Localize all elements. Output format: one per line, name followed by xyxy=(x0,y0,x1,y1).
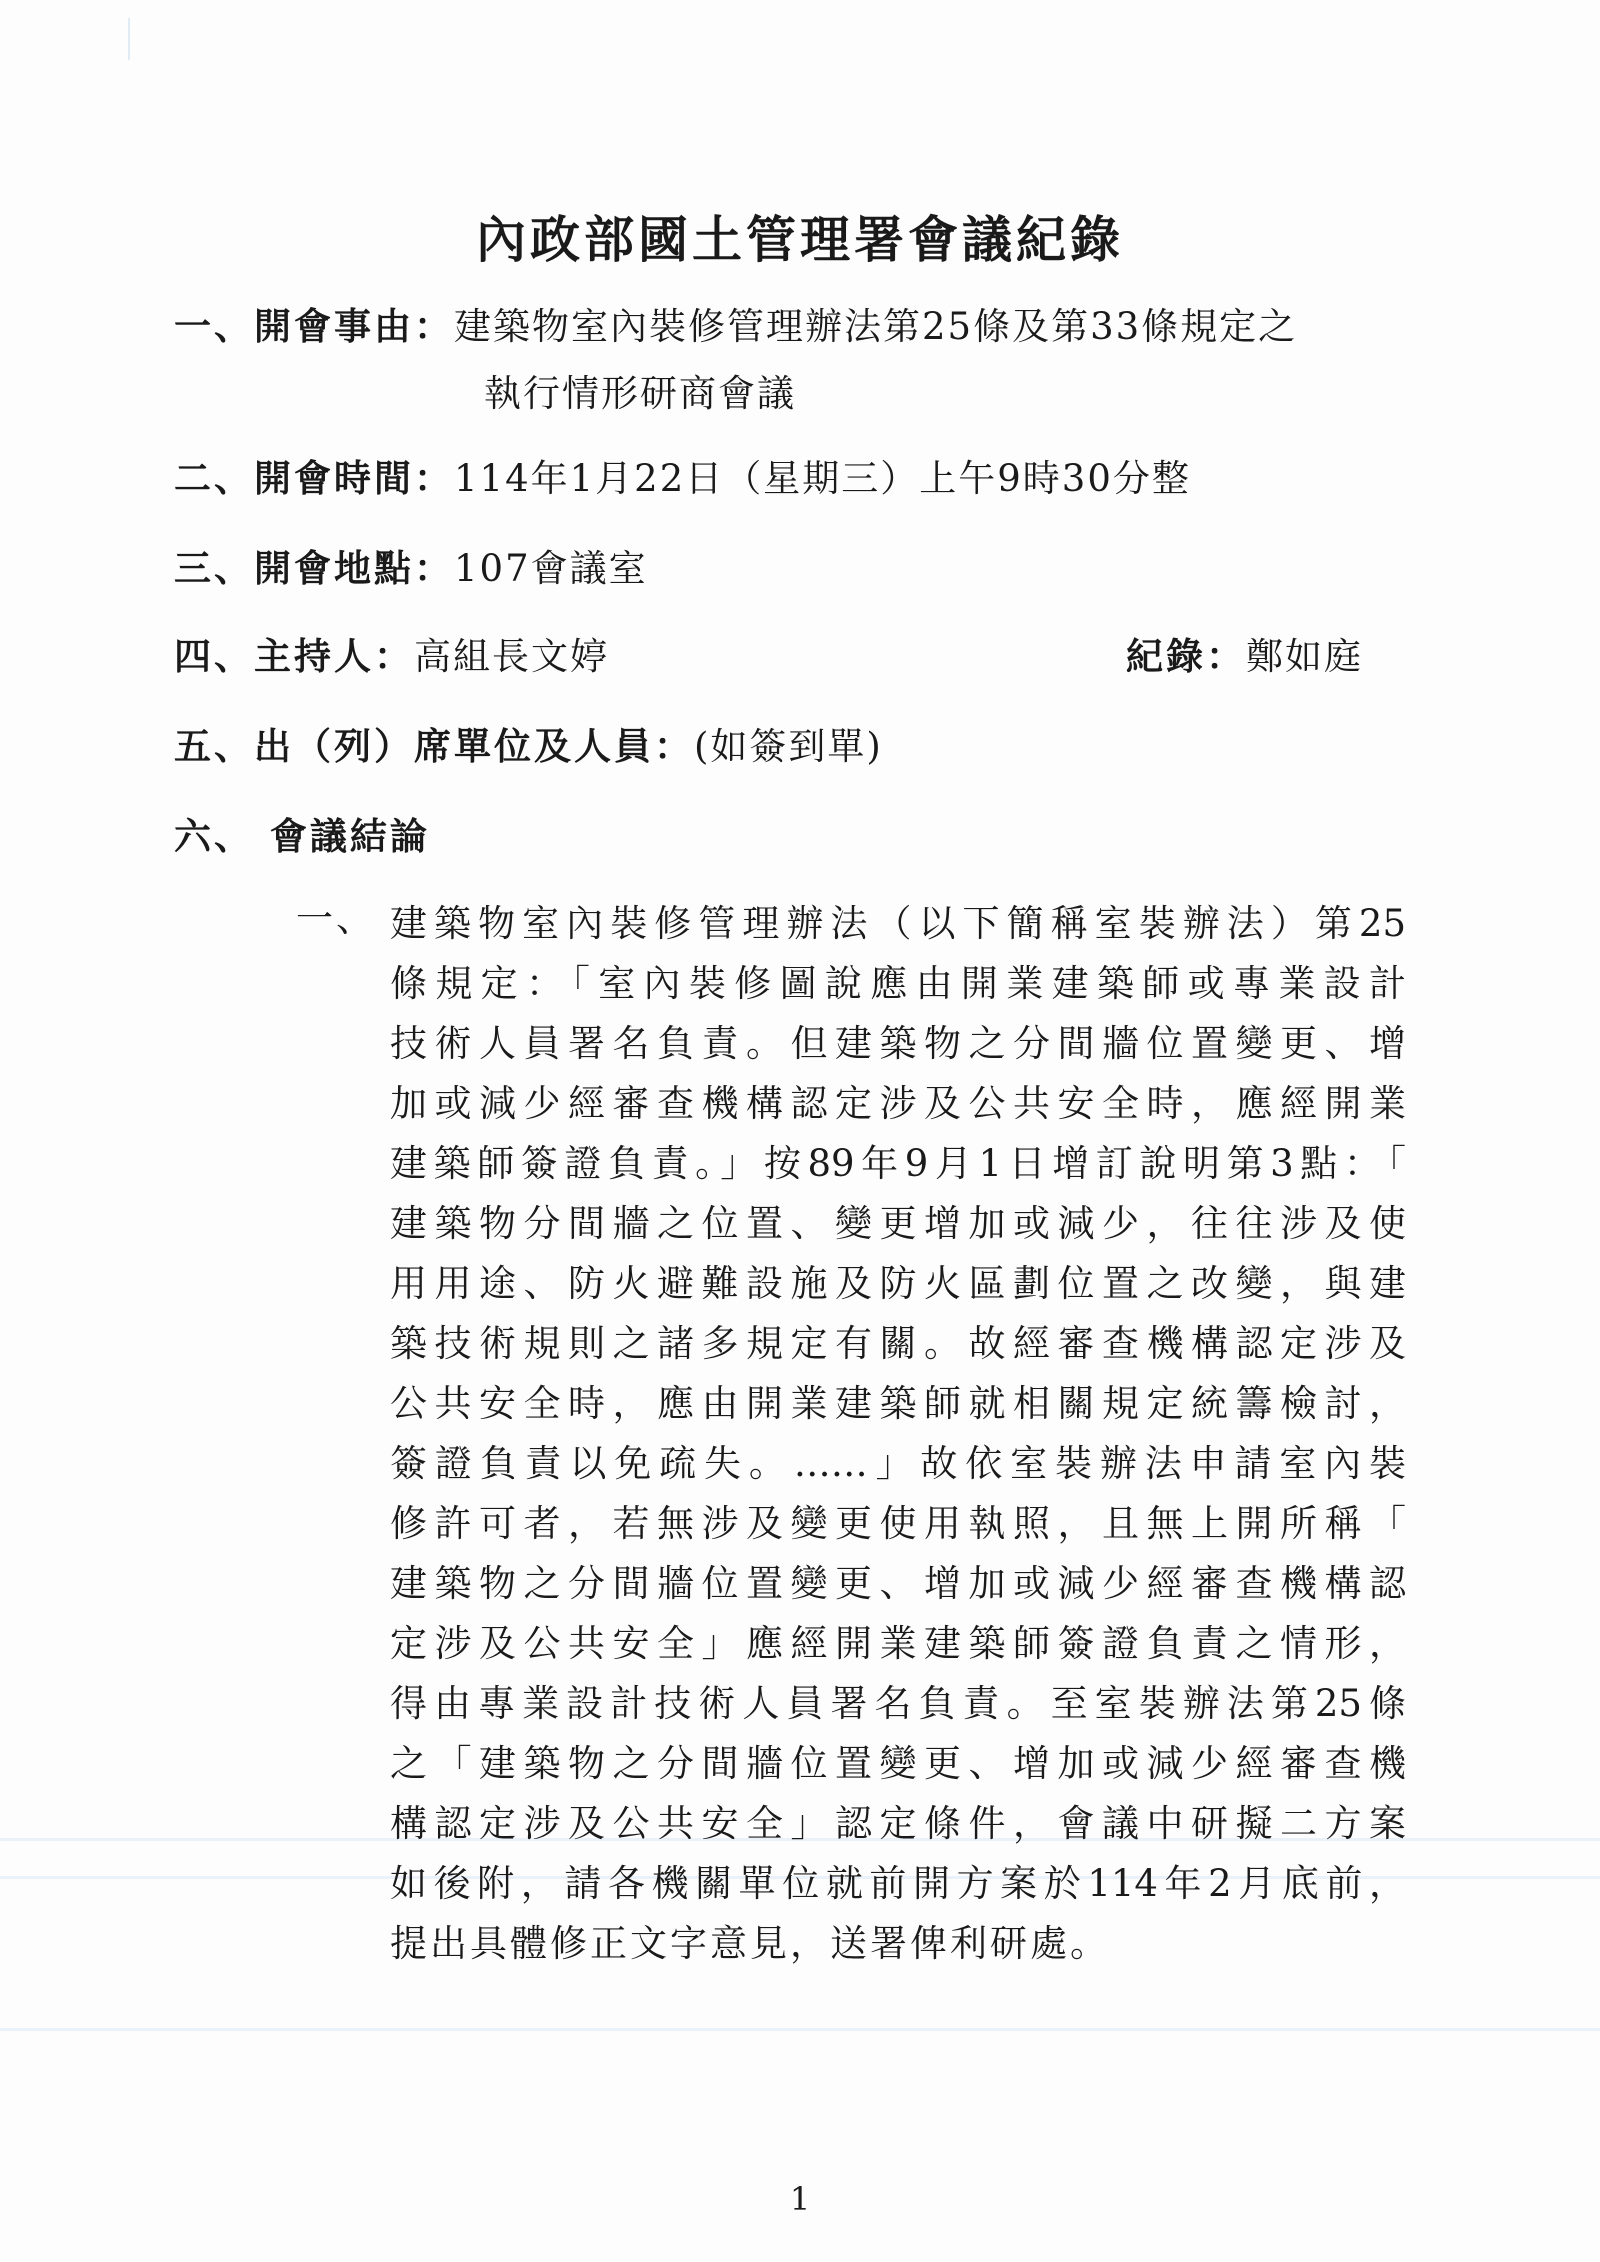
conclusion-line: 得由專業設計技術人員署名負責。至室裝辦法第25條 xyxy=(390,1682,1406,1725)
meeting-chair-value: 高組長文婷 xyxy=(414,635,609,678)
conclusion-line: 之「建築物之分間牆位置變更、增加或減少經審查機 xyxy=(390,1742,1406,1785)
meeting-location-label: 三、開會地點： xyxy=(174,546,454,590)
conclusion-line: 用用途、防火避難設施及防火區劃位置之改變，與建 xyxy=(390,1262,1406,1305)
conclusion-item-marker: 一、 xyxy=(296,897,376,940)
conclusion-item-text xyxy=(390,894,1406,1974)
conclusion-line: 定涉及公共安全」應經開業建築師簽證負責之情形， xyxy=(390,1622,1406,1665)
conclusion-line: 修許可者，若無涉及變更使用執照，且無上開所稱「 xyxy=(390,1502,1406,1545)
meeting-attendees-label: 五、出（列）席單位及人員： xyxy=(174,724,694,768)
conclusion-line: 建築師簽證負責。」按89年9月1日增訂說明第3點：「 xyxy=(390,1142,1406,1185)
conclusion-line: 加或減少經審查機構認定涉及公共安全時，應經開業 xyxy=(390,1082,1406,1125)
meeting-recorder-value: 鄭如庭 xyxy=(1246,635,1363,678)
scan-edge-mark xyxy=(128,18,130,60)
meeting-subject-line2: 執行情形研商會議 xyxy=(484,372,796,415)
meeting-location xyxy=(174,546,648,591)
meeting-time xyxy=(174,456,1191,501)
meeting-attendees-value: (如簽到單) xyxy=(694,725,883,768)
conclusion-line: 如後附，請各機關單位就前開方案於114年2月底前， xyxy=(390,1862,1406,1905)
meeting-subject-line1: 建築物室內裝修管理辦法第25條及第33條規定之 xyxy=(454,305,1298,348)
meeting-subject-label: 一、開會事由： xyxy=(174,304,454,348)
conclusion-line: 提出具體修正文字意見，送署俾利研處。 xyxy=(390,1922,1110,1965)
meeting-conclusions-label: 六、 會議結論 xyxy=(174,814,430,858)
meeting-chair-label: 四、主持人： xyxy=(174,634,414,678)
meeting-conclusions-heading xyxy=(174,814,430,859)
meeting-subject xyxy=(174,304,1297,349)
conclusion-line: 築技術規則之諸多規定有關。故經審查機構認定涉及 xyxy=(390,1322,1406,1365)
meeting-chair xyxy=(174,634,609,679)
meeting-attendees xyxy=(174,724,883,769)
conclusion-line: 建築物分間牆之位置、變更增加或減少，往往涉及使 xyxy=(390,1202,1406,1245)
meeting-time-label: 二、開會時間： xyxy=(174,456,454,500)
conclusion-line: 建築物室內裝修管理辦法（以下簡稱室裝辦法）第25 xyxy=(390,902,1406,945)
document-title: 內政部國土管理署會議紀錄 xyxy=(476,210,1124,269)
conclusion-line: 建築物之分間牆位置變更、增加或減少經審查機構認 xyxy=(390,1562,1406,1605)
conclusion-line: 公共安全時，應由開業建築師就相關規定統籌檢討， xyxy=(390,1382,1406,1425)
conclusion-line: 技術人員署名負責。但建築物之分間牆位置變更、增 xyxy=(390,1022,1406,1065)
conclusion-line: 條規定：「室內裝修圖說應由開業建築師或專業設計 xyxy=(390,962,1406,1005)
meeting-location-value: 107會議室 xyxy=(454,547,648,590)
page-number: 1 xyxy=(789,2180,811,2218)
meeting-time-value: 114年1月22日（星期三）上午9時30分整 xyxy=(454,457,1191,500)
meeting-recorder-label: 紀錄： xyxy=(1126,634,1246,678)
scan-artifact-line xyxy=(0,2028,1600,2031)
conclusion-line: 構認定涉及公共安全」認定條件，會議中研擬二方案 xyxy=(390,1802,1406,1845)
conclusion-line: 簽證負責以免疏失。……」故依室裝辦法申請室內裝 xyxy=(390,1442,1406,1485)
meeting-recorder xyxy=(1126,634,1363,679)
